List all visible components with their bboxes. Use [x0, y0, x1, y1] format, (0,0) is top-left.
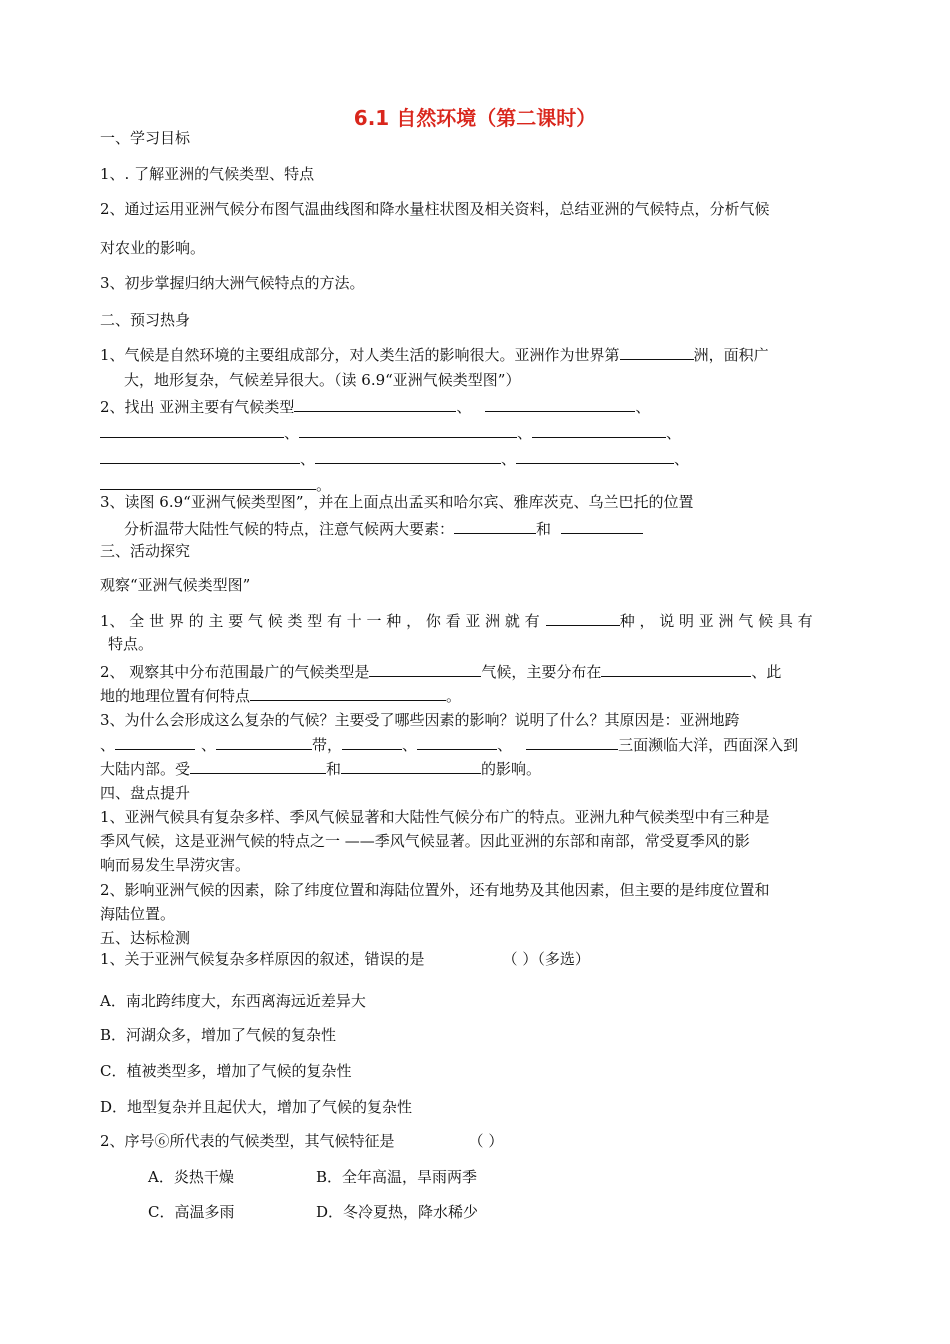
- preview-q2-line3: [100, 448, 689, 469]
- blank[interactable]: [369, 661, 481, 677]
- preview-q2-line1: [100, 396, 650, 417]
- summary-2-line2: 海陆位置。: [100, 905, 176, 923]
- test-q2-option-b[interactable]: B．全年高温，旱雨两季: [316, 1168, 478, 1186]
- text: 2、找出 亚洲主要有气候类型: [100, 398, 295, 416]
- text: 2、序号⑥所代表的气候类型，其气候特征是: [100, 1132, 395, 1150]
- summary-2-line1: 2、影响亚洲气候的因素，除了纬度位置和海陆位置外，还有地势及其他因素，但主要的是纬度位置和: [100, 881, 770, 899]
- section-heading-preview: 二、预习热身: [100, 311, 191, 329]
- text: 大陆内部。受: [100, 760, 191, 778]
- text: 、: [456, 398, 472, 416]
- objective-2-line1: 2、通过运用亚洲气候分布图气温曲线图和降水量柱状图及相关资料，总结亚洲的气候特点，分析气候: [100, 200, 770, 218]
- text: 、: [402, 736, 418, 754]
- section-heading-activity: 三、活动探究: [100, 542, 191, 560]
- blank[interactable]: [526, 734, 618, 750]
- section-heading-test: 五、达标检测: [100, 929, 191, 947]
- page-title: 6.1 自然环境（第二课时）: [353, 106, 597, 130]
- objective-2-line2: 对农业的影响。: [100, 239, 206, 257]
- summary-1-line2: 季风气候，这是亚洲气候的特点之一 ——季风气候显著。因此亚洲的东部和南部，常受夏季风的影: [100, 832, 750, 850]
- text: 和: [326, 760, 342, 778]
- text: 的影响。: [481, 760, 542, 778]
- blank[interactable]: [100, 474, 316, 490]
- blank[interactable]: [561, 518, 643, 534]
- text: 、此: [751, 663, 782, 681]
- text: 2、 观察其中分布范围最广的气候类型是: [100, 663, 370, 681]
- blank[interactable]: [620, 344, 694, 360]
- activity-q1-line1: [100, 610, 813, 631]
- preview-q1-line1: [100, 344, 769, 365]
- activity-q2-line2: [100, 685, 461, 706]
- preview-q1-line2: 大，地形复杂，气候差异很大。（读 6.9“亚洲气候类型图”）: [124, 371, 521, 389]
- blank[interactable]: [115, 734, 195, 750]
- blank[interactable]: [516, 448, 674, 464]
- test-q1-option-c[interactable]: C．植被类型多，增加了气候的复杂性: [100, 1062, 352, 1080]
- blank[interactable]: [485, 396, 635, 412]
- preview-q3-line1: 3、读图 6.9“亚洲气候类型图”，并在上面点出孟买和哈尔宾、雅库茨克、乌兰巴托的位置: [100, 493, 694, 511]
- text: 、: [300, 450, 316, 468]
- blank[interactable]: [100, 422, 284, 438]
- text: 三面濒临大洋，西面深入到: [618, 736, 799, 754]
- text: 、: [501, 450, 517, 468]
- text: 和: [536, 520, 552, 538]
- activity-q3-line1: 3、为什么会形成这么复杂的气候？主要受了哪些因素的影响？说明了什么？其原因是：亚洲地跨: [100, 711, 740, 729]
- blank[interactable]: [294, 396, 456, 412]
- objective-1: 1、. 了解亚洲的气候类型、特点: [100, 165, 315, 183]
- text: 、: [517, 424, 533, 442]
- blank[interactable]: [342, 734, 402, 750]
- test-q2-option-d[interactable]: D．冬冷夏热，降水稀少: [316, 1203, 479, 1221]
- text: 分析温带大陆性气候的特点，注意气候两大要素：: [124, 520, 455, 538]
- text: 1、 全 世 界 的 主 要 气 候 类 型 有 十 一 种 ， 你 看 亚 洲 就 有: [100, 612, 540, 630]
- blank[interactable]: [299, 422, 517, 438]
- text: 、: [284, 424, 300, 442]
- blank[interactable]: [546, 610, 620, 626]
- text: 气候，主要分布在: [481, 663, 602, 681]
- section-heading-summary: 四、盘点提升: [100, 784, 191, 802]
- activity-q3-line3: [100, 758, 541, 779]
- blank[interactable]: [190, 758, 326, 774]
- test-q1-option-a[interactable]: A．南北跨纬度大，东西离海远近差异大: [100, 992, 366, 1010]
- blank[interactable]: [216, 734, 312, 750]
- activity-q2-line1: [100, 661, 781, 682]
- blank[interactable]: [601, 661, 751, 677]
- answer-paren[interactable]: （ ）（多选）: [502, 950, 590, 968]
- activity-intro: 观察“亚洲气候类型图”: [100, 576, 251, 594]
- test-q2: [100, 1131, 503, 1151]
- text: 、: [201, 736, 217, 754]
- blank[interactable]: [250, 685, 446, 701]
- text: 。: [316, 476, 332, 494]
- blank[interactable]: [454, 518, 536, 534]
- section-heading-objectives: 一、学习目标: [100, 129, 191, 147]
- preview-q3-line2: [124, 518, 643, 539]
- text: 带，: [312, 736, 343, 754]
- text: 。: [446, 687, 462, 705]
- blank[interactable]: [315, 448, 501, 464]
- answer-paren[interactable]: （ ）: [468, 1132, 504, 1150]
- text: 1、气候是自然环境的主要组成部分，对人类生活的影响很大。亚洲作为世界第: [100, 346, 620, 364]
- text: 洲，面积广: [693, 346, 769, 364]
- text: 种 ， 说 明 亚 洲 气 候 具 有: [619, 612, 813, 630]
- test-q1-option-d[interactable]: D．地型复杂并且起伏大，增加了气候的复杂性: [100, 1098, 413, 1116]
- blank[interactable]: [100, 448, 300, 464]
- activity-q1-line2: 特点。: [108, 635, 154, 653]
- text: 、: [497, 736, 513, 754]
- test-q1: [100, 949, 590, 969]
- test-q1-option-b[interactable]: B．河湖众多，增加了气候的复杂性: [100, 1026, 337, 1044]
- blank[interactable]: [417, 734, 497, 750]
- text: 地的地理位置有何特点: [100, 687, 251, 705]
- text: 、: [674, 450, 690, 468]
- text: 、: [666, 424, 682, 442]
- summary-1-line3: 响而易发生旱涝灾害。: [100, 856, 251, 874]
- blank[interactable]: [341, 758, 481, 774]
- text: 、: [635, 398, 651, 416]
- summary-1-line1: 1、亚洲气候具有复杂多样、季风气候显著和大陆性气候分布广的特点。亚洲九种气候类型中有三种是: [100, 808, 770, 826]
- test-q2-option-a[interactable]: A．炎热干燥: [148, 1168, 234, 1186]
- objective-3: 3、初步掌握归纳大洲气候特点的方法。: [100, 274, 365, 292]
- blank[interactable]: [532, 422, 666, 438]
- test-q2-option-c[interactable]: C．高温多雨: [148, 1203, 235, 1221]
- text: 1、关于亚洲气候复杂多样原因的叙述，错误的是: [100, 950, 425, 968]
- activity-q3-line2: [100, 734, 798, 755]
- preview-q2-line2: [100, 422, 681, 443]
- text: 、: [100, 736, 116, 754]
